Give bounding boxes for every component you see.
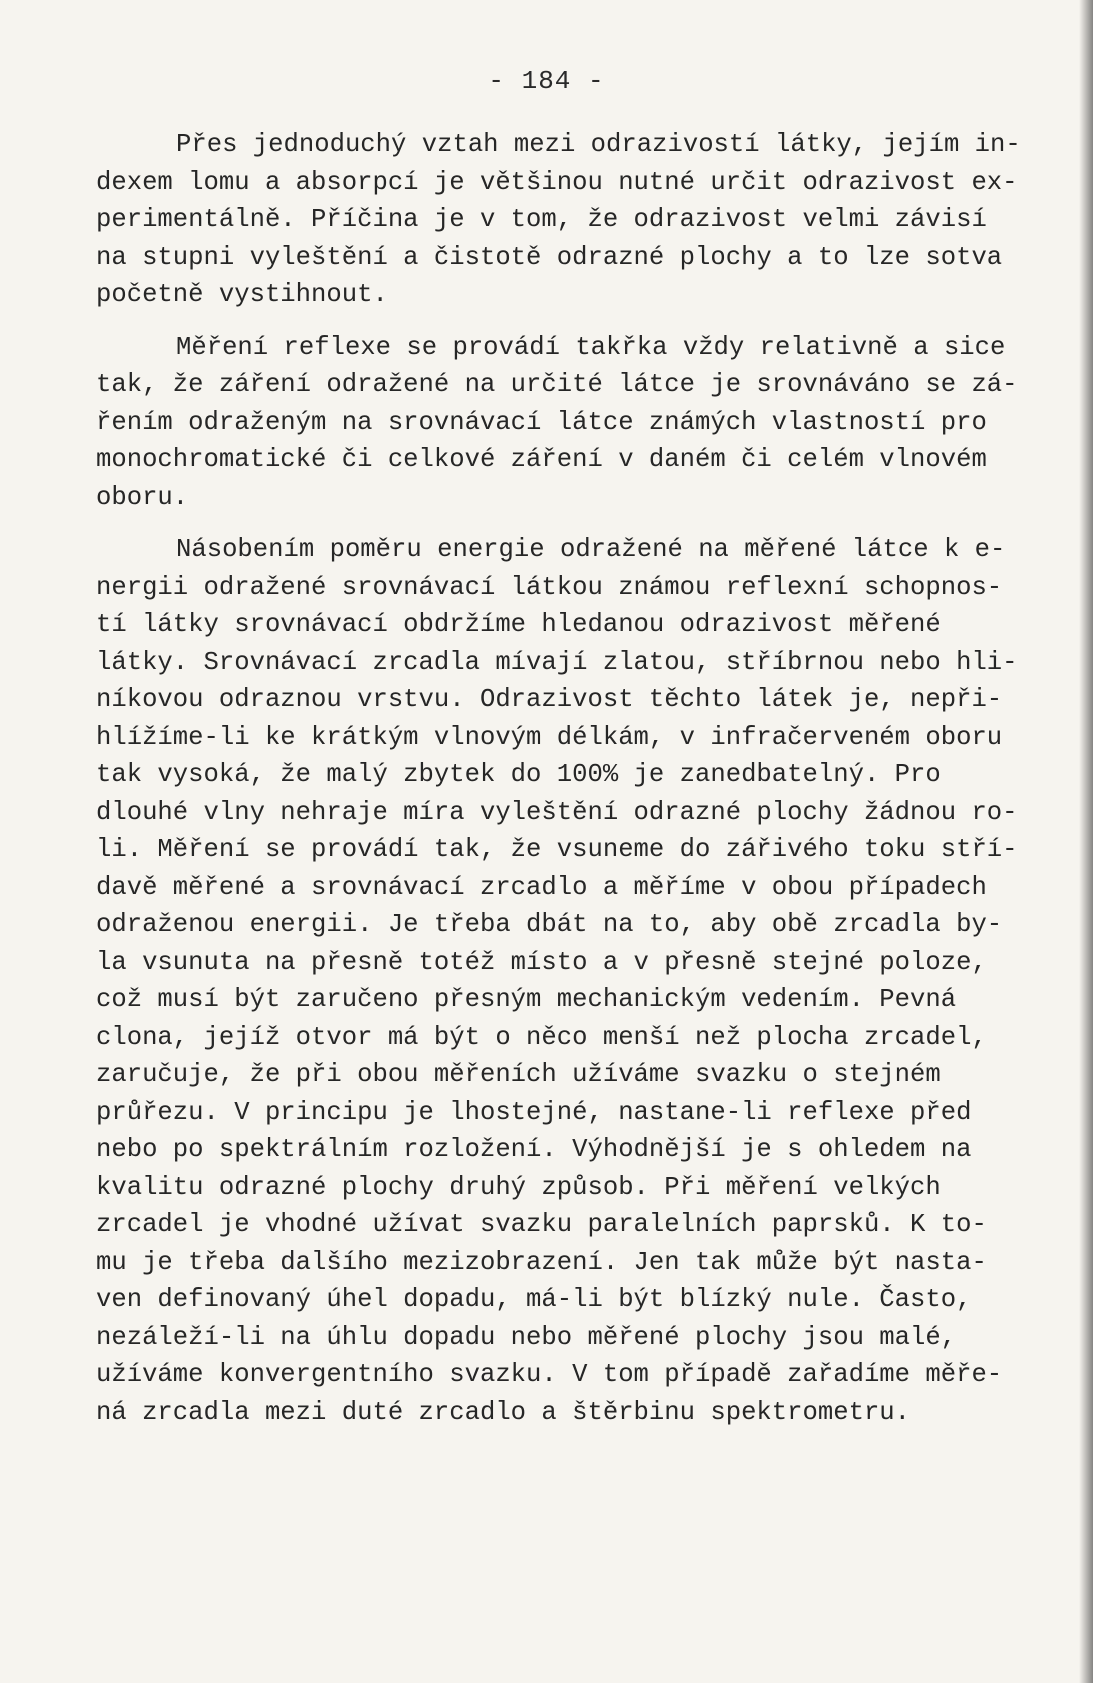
page-number: - 184 -: [488, 66, 605, 96]
text-line: což musí být zaručeno přesným mechanickým vedením. Pevná: [96, 985, 957, 1014]
text-line: oboru.: [96, 482, 189, 512]
text-line: odraženou energii. Je třeba dbát na to, aby obě zrcadla by-: [96, 910, 1003, 939]
text-line: níkovou odraznou vrstvu. Odrazivost těchto látek je, nepři-: [96, 685, 1003, 714]
text-line: užíváme konvergentního svazku. V tom případě zařadíme měře-: [96, 1360, 1003, 1389]
text-line: monochromatické či celkové záření v daném či celém vlnovém: [96, 445, 987, 474]
text-line: tak, že záření odražené na určité látce je srovnáváno se zá-: [96, 370, 1018, 399]
text-line: tak vysoká, že malý zbytek do 100% je zanedbatelný. Pro: [96, 760, 941, 789]
text-line: nebo po spektrálním rozložení. Výhodnější je s ohledem na: [96, 1135, 972, 1164]
paragraph-1: [96, 126, 1026, 314]
text-line: clona, jejíž otvor má být o něco menší než plocha zrcadel,: [96, 1022, 987, 1052]
text-line: Násobením poměru energie odražené na měřené látce k e-: [176, 535, 1006, 564]
text-line: Přes jednoduchý vztah mezi odrazivostí látky, jejím in-: [176, 130, 1021, 159]
text-line: hlížíme-li ke krátkým vlnovým délkám, v infračerveném oboru: [96, 722, 1003, 752]
text-line: řením odraženým na srovnávací látce známých vlastností pro: [96, 407, 987, 437]
text-line: početně vystihnout.: [96, 280, 388, 309]
text-line: davě měřené a srovnávací zrcadlo a měříme v obou případech: [96, 872, 987, 902]
text-line: kvalitu odrazné plochy druhý způsob. Při měření velkých: [96, 1172, 941, 1202]
text-line: nergii odražené srovnávací látkou známou reflexní schopnos-: [96, 572, 1003, 602]
text-line: dlouhé vlny nehraje míra vyleštění odrazné plochy žádnou ro-: [96, 797, 1018, 827]
text-line: látky. Srovnávací zrcadla mívají zlatou, stříbrnou nebo hli-: [96, 647, 1018, 677]
paragraph-2: [96, 329, 1026, 517]
text-line: dexem lomu a absorpcí je většinou nutné určit odrazivost ex-: [96, 167, 1018, 197]
text-line: la vsunuta na přesně totéž místo a v přesně stejné poloze,: [96, 947, 987, 977]
text-line: li. Měření se provádí tak, že vsuneme do zářivého toku stří-: [96, 835, 1018, 864]
text-line: ná zrcadla mezi duté zrcadlo a štěrbinu spektrometru.: [96, 1397, 911, 1427]
text-line: ven definovaný úhel dopadu, má-li být blízký nule. Často,: [96, 1285, 972, 1314]
paragraph-3: [96, 531, 1026, 1431]
text-line: tí látky srovnávací obdržíme hledanou odrazivost měřené: [96, 610, 941, 639]
text-line: zaručuje, že při obou měřeních užíváme svazku o stejném: [96, 1060, 941, 1089]
scan-edge-shadow: [1079, 0, 1093, 1683]
text-line: perimentálně. Příčina je v tom, že odrazivost velmi závisí: [96, 205, 987, 234]
text-line: Měření reflexe se provádí takřka vždy relativně a sice: [176, 332, 1006, 362]
body-text: [96, 126, 1026, 1446]
text-line: na stupni vyleštění a čistotě odrazné plochy a to lze sotva: [96, 242, 1003, 272]
text-line: mu je třeba dalšího mezizobrazení. Jen tak může být nasta-: [96, 1247, 987, 1277]
text-line: zrcadel je vhodné užívat svazku paralelních paprsků. K to-: [96, 1210, 987, 1239]
text-line: nezáleží-li na úhlu dopadu nebo měřené plochy jsou malé,: [96, 1322, 957, 1352]
text-line: průřezu. V principu je lhostejné, nastane-li reflexe před: [96, 1097, 972, 1127]
